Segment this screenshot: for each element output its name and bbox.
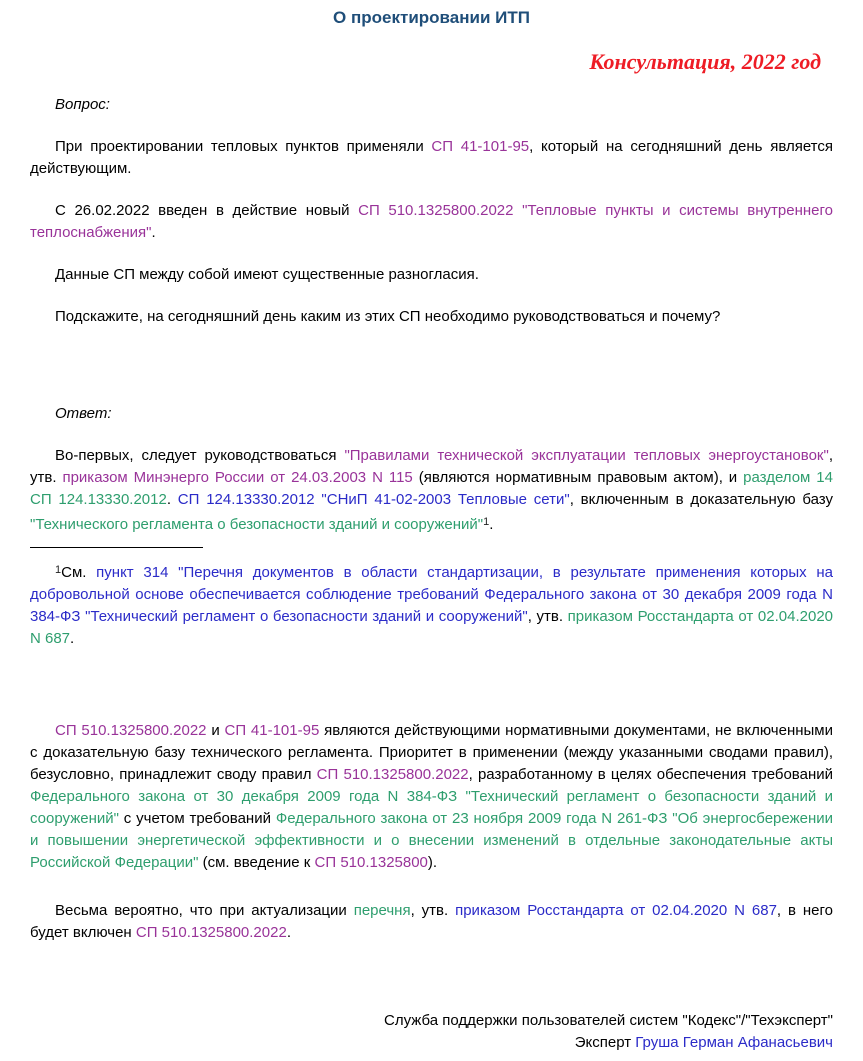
text-run: . xyxy=(70,630,75,647)
text-run: Во-первых, следует руководствоваться xyxy=(55,447,345,464)
document-link[interactable]: приказом Минэнерго России от 24.03.2003 N 115 xyxy=(62,469,413,486)
text-run: Эксперт xyxy=(574,1034,636,1051)
document-link[interactable]: СП 510.1325800.2022 xyxy=(135,924,287,941)
text-run: Подскажите, на сегодняшний день каким из этих СП необходимо руководствоваться и почему? xyxy=(55,308,721,325)
footnote-block xyxy=(30,547,833,650)
text-run: . xyxy=(166,491,178,508)
question-paragraph-3 xyxy=(30,264,833,286)
text-run: , утв. xyxy=(30,447,833,486)
answer-paragraph-2 xyxy=(30,720,833,874)
answer-paragraph-3 xyxy=(30,900,833,944)
document-link[interactable]: СП 510.1325800 xyxy=(314,854,428,871)
text-run: с учетом требований xyxy=(118,810,276,827)
document-title: О проектировании ИТП xyxy=(333,8,530,27)
consultation-year-heading: Консультация, 2022 год xyxy=(589,49,821,74)
footnote-separator xyxy=(30,547,203,548)
text-run: , утв. xyxy=(410,902,456,919)
document-link[interactable]: пункт 314 "Перечня документов в области стандартизации, в результате применения которых на добровольной основе обеспечивается соблюдение требований Федерального закона от 30 декабря 2009 года N 384-ФЗ "Технический регламент о безопасности зданий и сооружений" xyxy=(30,564,833,625)
text-run: . xyxy=(151,224,156,241)
document-link[interactable]: СП 510.1325800.2022 xyxy=(55,722,207,739)
text-run: С 26.02.2022 введен в действие новый xyxy=(55,202,359,219)
footnote-marker: 1 xyxy=(55,564,62,576)
answer-paragraph-1 xyxy=(30,445,833,536)
document-link[interactable]: СП 41-101-95 xyxy=(431,138,530,155)
answer-label: Ответ: xyxy=(55,405,112,422)
question-label: Вопрос: xyxy=(55,96,110,113)
document-footer xyxy=(30,1010,833,1054)
document-link[interactable]: СП 124.13330.2012 "СНиП 41-02-2003 Тепловые сети" xyxy=(177,491,570,508)
text-run: Данные СП между собой имеют существенные разногласия. xyxy=(55,266,479,283)
text-run: , который на сегодняшний день является действующим. xyxy=(30,138,833,177)
footer-expert-line xyxy=(30,1032,833,1054)
text-run: . xyxy=(286,924,291,941)
text-run: , в него будет включен xyxy=(30,902,833,941)
text-run: ). xyxy=(427,854,438,871)
question-paragraph-2 xyxy=(30,200,833,244)
text-run: См. xyxy=(61,564,97,581)
document-link[interactable]: СП 510.1325800.2022 "Тепловые пункты и системы внутреннего теплоснабжения" xyxy=(30,202,833,241)
text-run: Весьма вероятно, что при актуализации xyxy=(55,902,354,919)
text-run: являются действующими нормативными документами, не включенными с доказательную базу технического регламента. Приоритет в применении (между указанными сводами правил), безусловно, принадлежит своду правил xyxy=(30,722,833,783)
text-run: , утв. xyxy=(527,608,568,625)
document-link[interactable]: Груша Герман Афанасьевич xyxy=(635,1034,833,1051)
footnote-marker: 1 xyxy=(483,516,490,528)
footer-support-line: Служба поддержки пользователей систем "Кодекс"/"Техэксперт" xyxy=(384,1012,833,1029)
document-link[interactable]: приказом Росстандарта от 02.04.2020 N 687 xyxy=(455,902,777,919)
document-link[interactable]: СП 41-101-95 xyxy=(224,722,320,739)
footnote-text xyxy=(30,559,833,650)
document-link[interactable]: СП 510.1325800.2022 xyxy=(316,766,469,783)
text-run: . xyxy=(489,516,494,533)
document-link[interactable]: "Технического регламента о безопасности зданий и сооружений" xyxy=(30,516,484,533)
document-link[interactable]: Федерального закона от 30 декабря 2009 года N 384-ФЗ "Технический регламент о безопасности зданий и сооружений" xyxy=(30,788,833,827)
document-link[interactable]: "Правилами технической эксплуатации тепловых энергоустановок" xyxy=(344,447,829,464)
document-link[interactable]: перечня xyxy=(353,902,411,919)
text-run: При проектировании тепловых пунктов применяли xyxy=(55,138,432,155)
document-link[interactable]: приказом Росстандарта от 02.04.2020 N 687 xyxy=(30,608,834,647)
question-paragraph-1 xyxy=(30,136,833,180)
text-run: и xyxy=(206,722,225,739)
text-run: (являются нормативным правовым актом), и xyxy=(412,469,744,486)
text-run: , разработанному в целях обеспечения требований xyxy=(468,766,833,783)
question-paragraph-4 xyxy=(30,306,833,328)
text-run: (см. введение к xyxy=(198,854,315,871)
text-run: , включенным в доказательную базу xyxy=(569,491,833,508)
document-link[interactable]: разделом 14 СП 124.13330.2012 xyxy=(30,469,833,508)
document-link[interactable]: Федерального закона от 23 ноября 2009 года N 261-ФЗ "Об энергосбережении и повышении энергетической эффективности и о внесении изменений в отдельные законодательные акты Российской Федерации" xyxy=(30,810,833,871)
